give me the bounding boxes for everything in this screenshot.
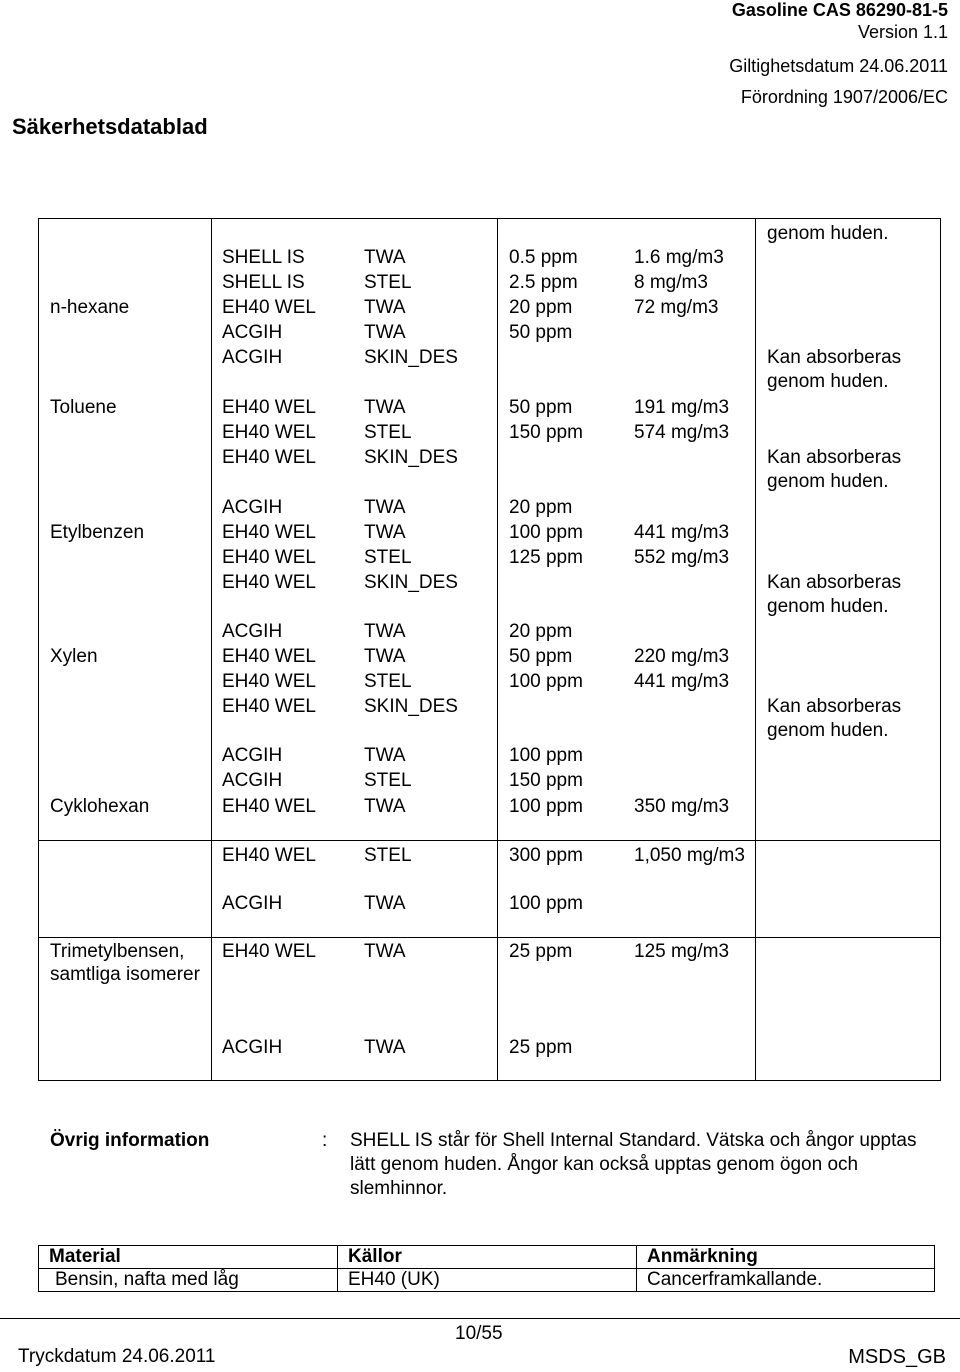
cell-source: ACGIH — [222, 347, 283, 368]
cell-mg: 220 mg/m3 — [634, 646, 730, 667]
cell-limit-type: TWA — [364, 247, 406, 268]
cell-source: EH40 WEL — [222, 845, 316, 866]
cell-note: Kan absorberas — [767, 447, 902, 468]
document-title: Säkerhetsdatablad — [12, 114, 208, 139]
cell-ppm: 2.5 ppm — [509, 272, 578, 293]
cell-mg: 8 mg/m3 — [634, 272, 708, 293]
cell-ppm: 150 ppm — [509, 770, 583, 791]
cell-limit-type: TWA — [364, 796, 406, 817]
cell-limit-type: TWA — [364, 893, 406, 914]
cell-limit-type: SKIN_DES — [364, 347, 458, 368]
table-row — [39, 1269, 935, 1292]
materials-header-row — [39, 1246, 935, 1269]
cell-mg: 574 mg/m3 — [634, 422, 730, 443]
cell-mg: 125 mg/m3 — [634, 941, 730, 962]
cell-mg: 441 mg/m3 — [634, 671, 730, 692]
cell-ppm: 50 ppm — [509, 397, 573, 418]
cell-note: Kan absorberas — [767, 572, 902, 593]
cell-note: Kan absorberas — [767, 696, 902, 717]
cell-source: ACGIH — [222, 893, 283, 914]
cell-note-continued: genom huden. — [767, 596, 889, 617]
cell-ppm: 0.5 ppm — [509, 247, 578, 268]
cell-limit-type: TWA — [364, 497, 406, 518]
document-code: MSDS_GB — [848, 1346, 946, 1368]
cell-mg: 350 mg/m3 — [634, 796, 730, 817]
cell-source: EH40 WEL — [222, 941, 316, 962]
cell-ppm: 100 ppm — [509, 893, 583, 914]
cell-source: EH40 WEL — [222, 447, 316, 468]
cell-source: SHELL IS — [222, 272, 305, 293]
cell-limit-type: TWA — [364, 941, 406, 962]
cell-substance: n-hexane — [50, 297, 130, 318]
cell-source: ACGIH — [222, 1037, 283, 1058]
cell-limit-type: STEL — [364, 770, 412, 791]
cell-source: EH40 WEL — [222, 397, 316, 418]
print-date: Tryckdatum 24.06.2011 — [18, 1346, 216, 1367]
cell-mg: 441 mg/m3 — [634, 522, 730, 543]
footer-divider — [0, 1318, 960, 1319]
product-name: Gasoline CAS 86290-81-5 — [731, 0, 948, 20]
cell-limit-type: STEL — [364, 272, 412, 293]
cell-limit-type: STEL — [364, 845, 412, 866]
other-info-colon: : — [322, 1130, 328, 1151]
cell-limit-type: TWA — [364, 322, 406, 343]
cell-limit-type: STEL — [364, 547, 412, 568]
cell-mg: 191 mg/m3 — [634, 397, 730, 418]
cell-source: EH40 WEL — [222, 422, 316, 443]
other-info-label: Övrig information — [50, 1130, 210, 1151]
cell-ppm: 100 ppm — [509, 796, 583, 817]
cell-limit-type: TWA — [364, 1037, 406, 1058]
cell-ppm: 25 ppm — [509, 1037, 573, 1058]
cell-note-continued: genom huden. — [767, 471, 889, 492]
cell-limit-type: TWA — [364, 397, 406, 418]
cell-source: EH40 WEL — [222, 796, 316, 817]
materials-table — [38, 1245, 935, 1292]
cell-source: ACGIH — [222, 745, 283, 766]
cell-source: EH40 WEL — [222, 547, 316, 568]
cell-ppm: 50 ppm — [509, 322, 573, 343]
cell-source: ACGIH — [222, 621, 283, 642]
regulation-label: Förordning 1907/2006/EC — [740, 87, 948, 107]
cell-source: EH40 WEL — [222, 696, 316, 717]
cell-limit-type: SKIN_DES — [364, 447, 458, 468]
cell-ppm: 50 ppm — [509, 646, 573, 667]
cell-note-continued: genom huden. — [767, 371, 889, 392]
cell-ppm: 125 ppm — [509, 547, 583, 568]
cell-ppm: 20 ppm — [509, 497, 573, 518]
cell-limit-type: TWA — [364, 745, 406, 766]
cell-ppm: 20 ppm — [509, 621, 573, 642]
materials-cell-source: EH40 (UK) — [338, 1269, 637, 1292]
cell-ppm: 300 ppm — [509, 845, 583, 866]
cell-limit-type: TWA — [364, 646, 406, 667]
cell-limit-type: TWA — [364, 297, 406, 318]
cell-limit-type: SKIN_DES — [364, 696, 458, 717]
cell-ppm: 100 ppm — [509, 745, 583, 766]
cell-source: EH40 WEL — [222, 646, 316, 667]
cell-substance: Etylbenzen — [50, 522, 145, 543]
cell-limit-type: STEL — [364, 671, 412, 692]
cell-limit-type: TWA — [364, 522, 406, 543]
cell-source: EH40 WEL — [222, 671, 316, 692]
cell-note: Kan absorberas — [767, 347, 902, 368]
cell-limit-type: SKIN_DES — [364, 572, 458, 593]
table-top-note: genom huden. — [767, 223, 889, 244]
materials-cell-remark: Cancerframkallande. — [637, 1269, 935, 1292]
cell-note-continued: genom huden. — [767, 720, 889, 741]
cell-ppm: 100 ppm — [509, 522, 583, 543]
cell-substance: Xylen — [50, 646, 98, 667]
materials-header-sources: Källor — [338, 1246, 637, 1269]
other-info-text: SHELL IS står för Shell Internal Standard. Vätska och ångor upptas lätt genom huden. Ångor kan också upptas genom ögon och slemhinnor. — [350, 1130, 917, 1199]
cell-mg: 72 mg/m3 — [634, 297, 719, 318]
cell-limit-type: TWA — [364, 621, 406, 642]
cell-source: EH40 WEL — [222, 572, 316, 593]
cell-mg: 1,050 mg/m3 — [634, 845, 745, 866]
cell-limit-type: STEL — [364, 422, 412, 443]
materials-header-material: Material — [39, 1246, 338, 1269]
cell-source: EH40 WEL — [222, 522, 316, 543]
cell-substance: Trimetylbensen, samtliga isomerer — [50, 941, 200, 985]
cell-source: EH40 WEL — [222, 297, 316, 318]
cell-source: ACGIH — [222, 322, 283, 343]
cell-substance: Cyklohexan — [50, 796, 150, 817]
cell-ppm: 20 ppm — [509, 297, 573, 318]
cell-source: ACGIH — [222, 770, 283, 791]
cell-substance: Toluene — [50, 397, 117, 418]
cell-mg: 1.6 mg/m3 — [634, 247, 724, 268]
cell-ppm: 100 ppm — [509, 671, 583, 692]
cell-source: SHELL IS — [222, 247, 305, 268]
cell-ppm: 25 ppm — [509, 941, 573, 962]
materials-header-remark: Anmärkning — [637, 1246, 935, 1269]
cell-mg: 552 mg/m3 — [634, 547, 730, 568]
page-number: 10/55 — [455, 1323, 503, 1344]
validity-date: Giltighetsdatum 24.06.2011 — [729, 56, 948, 76]
materials-cell-material: Bensin, nafta med låg — [39, 1269, 338, 1292]
cell-ppm: 150 ppm — [509, 422, 583, 443]
cell-source: ACGIH — [222, 497, 283, 518]
version-label: Version 1.1 — [857, 22, 948, 42]
